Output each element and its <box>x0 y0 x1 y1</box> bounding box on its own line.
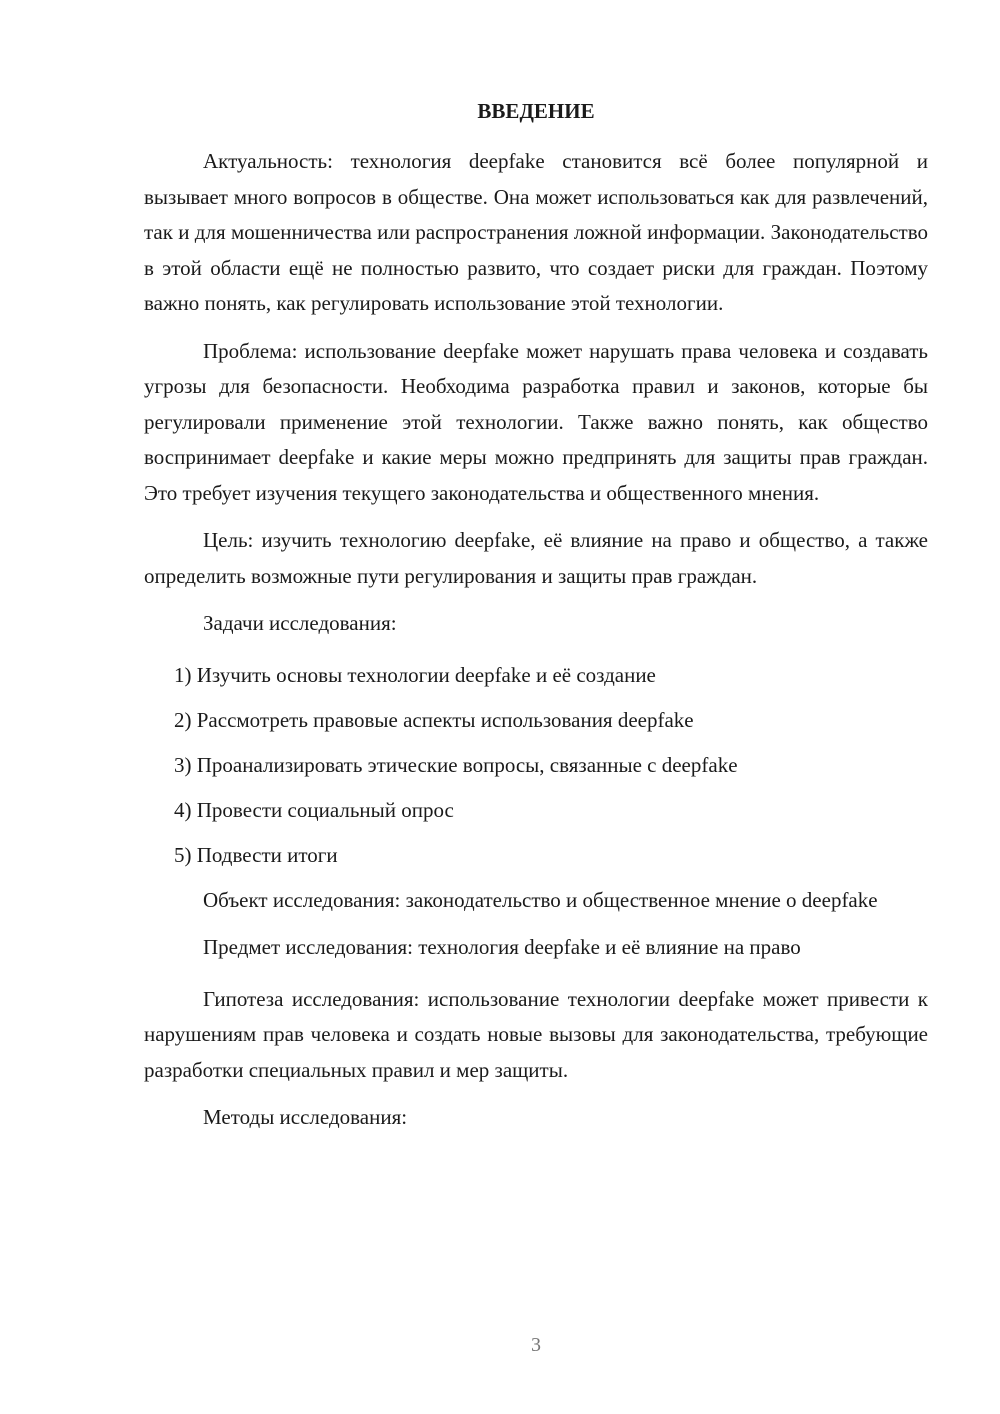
paragraph-subject: Предмет исследования: технология deepfake и её влияние на право <box>203 935 801 959</box>
paragraph-hypothesis: Гипотеза исследования: использование технологии deepfake может привести к нарушениям прав человека и создать новые вызовы для законодательства, требующие разработки специальных правил и мер защиты. <box>144 986 928 1082</box>
section-title: ВВЕДЕНИЕ <box>477 99 595 123</box>
list-item: 3) Проанализировать этические вопросы, связанные с deepfake <box>174 752 738 777</box>
tasks-list <box>144 658 928 874</box>
document-page <box>144 96 928 1148</box>
paragraph-object: Объект исследования: законодательство и общественное мнение о deepfake <box>203 887 878 912</box>
page-number: 3 <box>531 1334 541 1356</box>
list-item: 5) Подвести итоги <box>174 842 338 867</box>
paragraph-relevance: Актуальность: технология deepfake становится всё более популярной и вызывает много вопросов в обществе. Она может использоваться как для развлечений, так и для мошенничества или распространения ложной информации. Законодательство в этой области ещё не полностью развито, что создает риски для граждан. Поэтому важно понять, как регулировать использование этой технологии. <box>144 149 928 315</box>
list-item: 1) Изучить основы технологии deepfake и её создание <box>174 662 656 687</box>
paragraph-problem: Проблема: использование deepfake может нарушать права человека и создавать угрозы для безопасности. Необходима разработка правил и законов, которые бы регулировали применение этой технологии. Также важно понять, как общество воспринимает deepfake и какие меры можно предпринять для защиты прав граждан. Это требует изучения текущего законодательства и общественного мнения. <box>144 338 928 505</box>
paragraph-goal: Цель: изучить технологию deepfake, её влияние на право и общество, а также определить возможные пути регулирования и защиты прав граждан. <box>144 528 928 588</box>
list-item: 2) Рассмотреть правовые аспекты использования deepfake <box>174 707 694 732</box>
paragraph-methods: Методы исследования: <box>203 1105 408 1129</box>
paragraph-tasks-heading: Задачи исследования: <box>203 611 397 635</box>
list-item: 4) Провести социальный опрос <box>174 797 454 822</box>
